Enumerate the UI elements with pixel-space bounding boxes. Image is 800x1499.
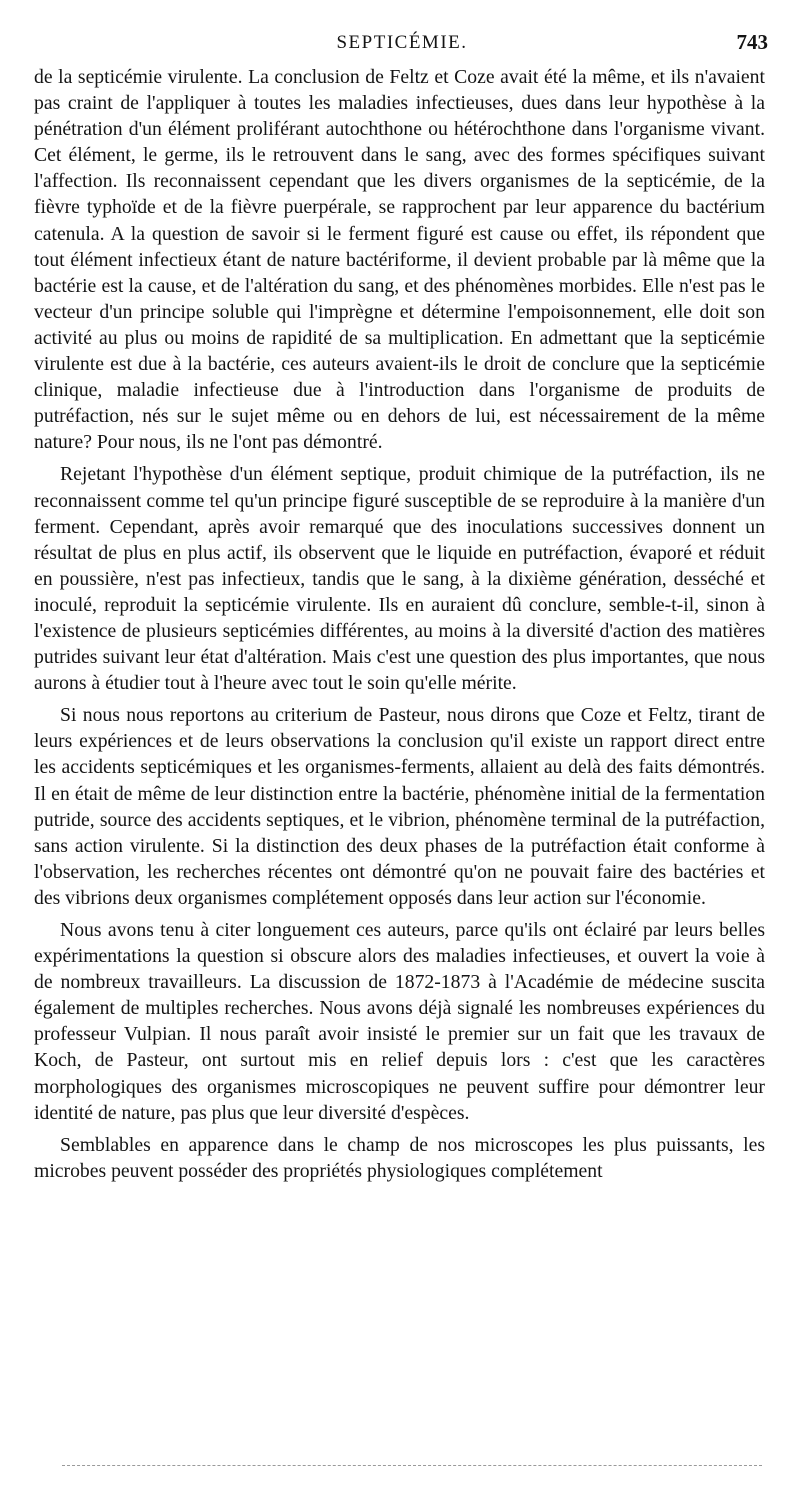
paragraph-3: Si nous nous reportons au criterium de Pasteur, nous dirons que Coze et Feltz, tirant de leurs expériences et de leurs observations la conclusion qu'il existe un rapport direct entre les accidents septicémiques et les organismes-ferments, allaient au delà des faits démontrés. Il en était de même de leur distinction entre la bactérie, phénomène initial de la fermentation putride, source des accidents septiques, et le vibrion, phénomène terminal de la putréfaction, sans action virulente. Si la distinction des deux phases de la putréfaction était conforme à l'observation, les recherches récentes ont démontré qu'on ne pouvait faire des bactéries et des vibrions deux organismes complétement opposés dans leur action sur l'économie.: [34, 704, 765, 909]
paragraph-4: Nous avons tenu à citer longuement ces auteurs, parce qu'ils ont éclairé par leurs belles expérimentations la question si obscure alors des maladies infectieuses, et ouvert la voie à de nombreux travailleurs. La discussion de 1872-1873 à l'Académie de médecine suscita également de multiples recherches. Nous avons déjà signalé les nombreuses expériences du professeur Vulpian. Il nous paraît avoir insisté le premier sur un fait que les travaux de Koch, de Pasteur, ont surtout mis en relief depuis lors : c'est que les caractères morphologiques des organismes microscopiques ne peuvent suffire pour démontrer leur identité de nature, pas plus que leur diversité d'espèces.: [34, 919, 765, 1124]
page-number: 743: [736, 30, 768, 54]
running-title: SEPTICÉMIE.: [336, 32, 468, 53]
paragraph-1: de la septicémie virulente. La conclusion de Feltz et Coze avait été la même, et ils n'avaient pas craint de l'appliquer à toutes les maladies infectieuses, dues dans leur hypothèse à la pénétration d'un élément proliférant autochthone ou hétérochthone dans l'organisme vivant. Cet élément, le germe, ils le retrouvent dans le sang, avec des formes spécifiques suivant l'affection. Ils reconnaissent cependant que les divers organismes de la septicémie, de la fièvre typhoïde et de la fièvre puerpérale, se rapprochent par leur apparence du bactérium catenula. A la question de savoir si le ferment figuré est cause ou effet, ils répondent que tout élément infectieux étant de nature bactériforme, il devient probable par là même que la bactérie est la cause, et de l'altération du sang, et des phénomènes morbides. Elle n'est pas le vecteur d'un principe soluble qui l'imprègne et détermine l'empoisonnement, elle doit son activité au plus ou moins de rapidité de sa multiplication. En admettant que la septicémie virulente est due à la bactérie, ces auteurs avaient-ils le droit de conclure que la septicémie clinique, maladie infectieuse due à l'introduction dans l'organisme de produits de putréfaction, nés sur le sujet même ou en dehors de lui, est nécessairement de la même nature? Pour nous, ils ne l'ont pas démontré.: [34, 66, 765, 454]
footer-rule: [62, 1465, 762, 1466]
body-text: [34, 64, 765, 1190]
paragraph-2: Rejetant l'hypothèse d'un élément septique, produit chimique de la putréfaction, ils ne reconnaissent comme tel qu'un principe figuré susceptible de se reproduire à la manière d'un ferment. Cependant, après avoir remarqué que des inoculations successives donnent un résultat de plus en plus actif, ils observent que le liquide en putréfaction, évaporé et réduit en poussière, n'est pas infectieux, tandis que le sang, à la dixième génération, desséché et inoculé, reproduit la septicémie virulente. Ils en auraient dû conclure, semble-t-il, sinon à l'existence de plusieurs septicémies différentes, au moins à la diversité d'action des matières putrides suivant leur état d'altération. Mais c'est une question des plus importantes, que nous aurons à étudier tout à l'heure avec tout le soin qu'elle mérite.: [34, 463, 765, 695]
running-head: [34, 30, 770, 60]
paragraph-5: Semblables en apparence dans le champ de nos microscopes les plus puissants, les microbes peuvent posséder des propriétés physiologiques complétement: [34, 1133, 765, 1182]
